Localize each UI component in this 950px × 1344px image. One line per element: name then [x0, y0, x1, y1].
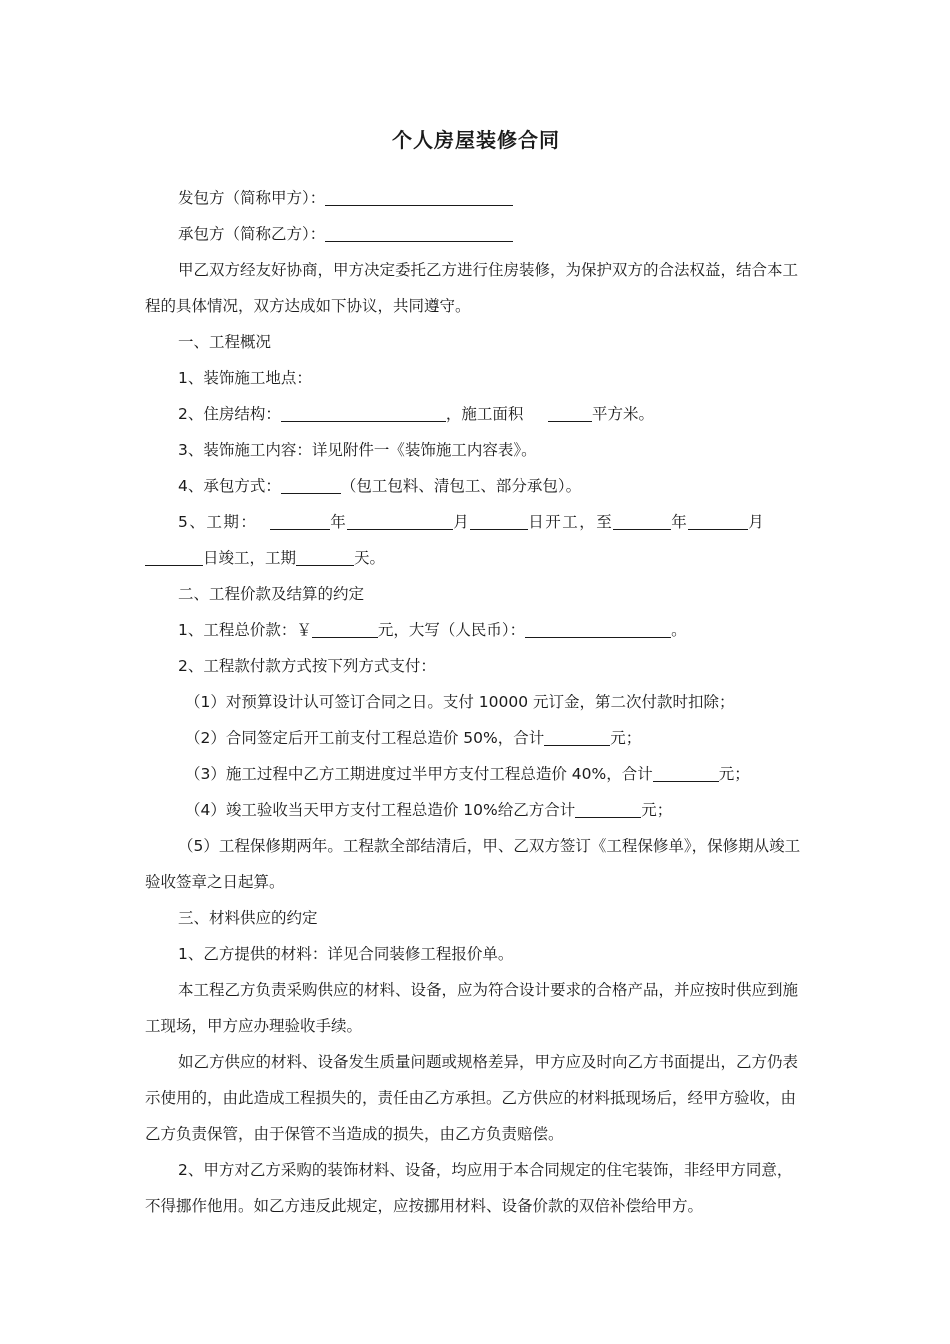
structure-blank[interactable]: [281, 403, 446, 422]
party-b-blank[interactable]: [325, 223, 513, 242]
month-label-2: 月: [748, 513, 766, 531]
s2-item-1-end: 。: [671, 621, 687, 639]
start-year-blank[interactable]: [270, 511, 330, 530]
section-1-heading: 一、工程概况: [178, 333, 272, 351]
s2-item-1-rmb-label: 元，大写（人民币）：: [377, 621, 526, 639]
total-price-blank[interactable]: [312, 619, 378, 638]
s1-item-2: [145, 396, 807, 432]
party-b-line: [145, 216, 807, 252]
contract-body: [145, 118, 807, 1224]
duration-blank[interactable]: [296, 547, 354, 566]
payment-2: [145, 720, 807, 756]
section-3-heading: 三、材料供应的约定: [178, 909, 318, 927]
total-price-words-blank[interactable]: [525, 619, 671, 638]
s2-item-1: [145, 612, 807, 648]
start-label: 日开工，至: [528, 513, 614, 531]
end-label: 日竣工，工期: [203, 549, 297, 567]
s1-item-2-label: 2、住房结构：: [178, 405, 281, 423]
year-label-2: 年: [671, 513, 689, 531]
s3-paragraph-2: 如乙方供应的材料、设备发生质量问题或规格差异，甲方应及时向乙方书面提出，乙方仍表示使用的，由此造成工程损失的，责任由乙方承担。乙方供应的材料抵现场后，经甲方验收，由乙方负责保管，由于保管不当造成的损失，由乙方负责赔偿。: [145, 1053, 799, 1143]
s1-item-4: [145, 468, 807, 504]
intro-paragraph: 甲乙双方经友好协商，甲方决定委托乙方进行住房装修，为保护双方的合法权益，结合本工程的具体情况，双方达成如下协议，共同遵守。: [145, 261, 799, 315]
s1-item-3: 3、装饰施工内容：详见附件一《装饰施工内容表》。: [178, 441, 537, 459]
party-a-line: [145, 180, 807, 216]
s3-item-2: 2、甲方对乙方采购的装饰材料、设备，均应用于本合同规定的住宅装饰，非经甲方同意，不得挪作他用。如乙方违反此规定，应按挪用材料、设备价款的双倍补偿给甲方。: [145, 1161, 793, 1215]
s1-item-1: 1、装饰施工地点：: [178, 369, 312, 387]
s1-item-5-cont: [145, 540, 807, 576]
days-label: 天。: [354, 549, 386, 567]
payment-3: [145, 756, 807, 792]
payment-1: （1）对预算设计认可签订合同之日。支付 10000 元订金，第二次付款时扣除；: [185, 693, 735, 711]
party-a-blank[interactable]: [325, 187, 513, 206]
start-day-blank[interactable]: [470, 511, 528, 530]
area-blank[interactable]: [548, 403, 592, 422]
contract-mode-blank[interactable]: [281, 475, 341, 494]
section-2-heading: 二、工程价款及结算的约定: [178, 585, 365, 603]
s1-item-5: [145, 504, 807, 540]
s1-item-4-label: 4、承包方式：: [178, 477, 281, 495]
year-label: 年: [330, 513, 348, 531]
month-label: 月: [453, 513, 471, 531]
document-title: 个人房屋装修合同: [392, 128, 560, 152]
payment-3-blank[interactable]: [653, 763, 719, 782]
end-month-blank[interactable]: [688, 511, 748, 530]
party-a-label: 发包方（简称甲方）：: [178, 189, 326, 207]
start-month-blank[interactable]: [347, 511, 453, 530]
s2-item-1-label: 1、工程总价款：￥: [178, 621, 312, 639]
s1-item-2-area-label: ，施工面积: [445, 405, 524, 423]
s3-item-1: 1、乙方提供的材料：详见合同装修工程报价单。: [178, 945, 514, 963]
payment-3-unit: 元；: [718, 765, 750, 783]
end-day-blank[interactable]: [145, 547, 203, 566]
s1-item-2-unit: 平方米。: [592, 405, 655, 423]
payment-2-blank[interactable]: [544, 727, 610, 746]
s2-item-2: 2、工程款付款方式按下列方式支付：: [178, 657, 436, 675]
s1-item-4-options: （包工包料、清包工、部分承包）。: [340, 477, 582, 495]
payment-2-unit: 元；: [610, 729, 642, 747]
s3-paragraph-1: 本工程乙方负责采购供应的材料、设备，应为符合设计要求的合格产品，并应按时供应到施工现场，甲方应办理验收手续。: [145, 981, 799, 1035]
party-b-label: 承包方（简称乙方）：: [178, 225, 326, 243]
s1-item-5-label: 5、工期：: [178, 513, 258, 531]
payment-4: [145, 792, 807, 828]
payment-4-text: （4）竣工验收当天甲方支付工程总造价 10%给乙方合计: [185, 801, 576, 819]
end-year-blank[interactable]: [613, 511, 671, 530]
payment-2-text: （2）合同签定后开工前支付工程总造价 50%，合计: [185, 729, 545, 747]
payment-5: （5）工程保修期两年。工程款全部结清后，甲、乙双方签订《工程保修单》，保修期从竣工验收签章之日起算。: [145, 837, 801, 891]
payment-3-text: （3）施工过程中乙方工期进度过半甲方支付工程总造价 40%，合计: [185, 765, 653, 783]
payment-4-unit: 元；: [641, 801, 673, 819]
payment-4-blank[interactable]: [575, 799, 641, 818]
